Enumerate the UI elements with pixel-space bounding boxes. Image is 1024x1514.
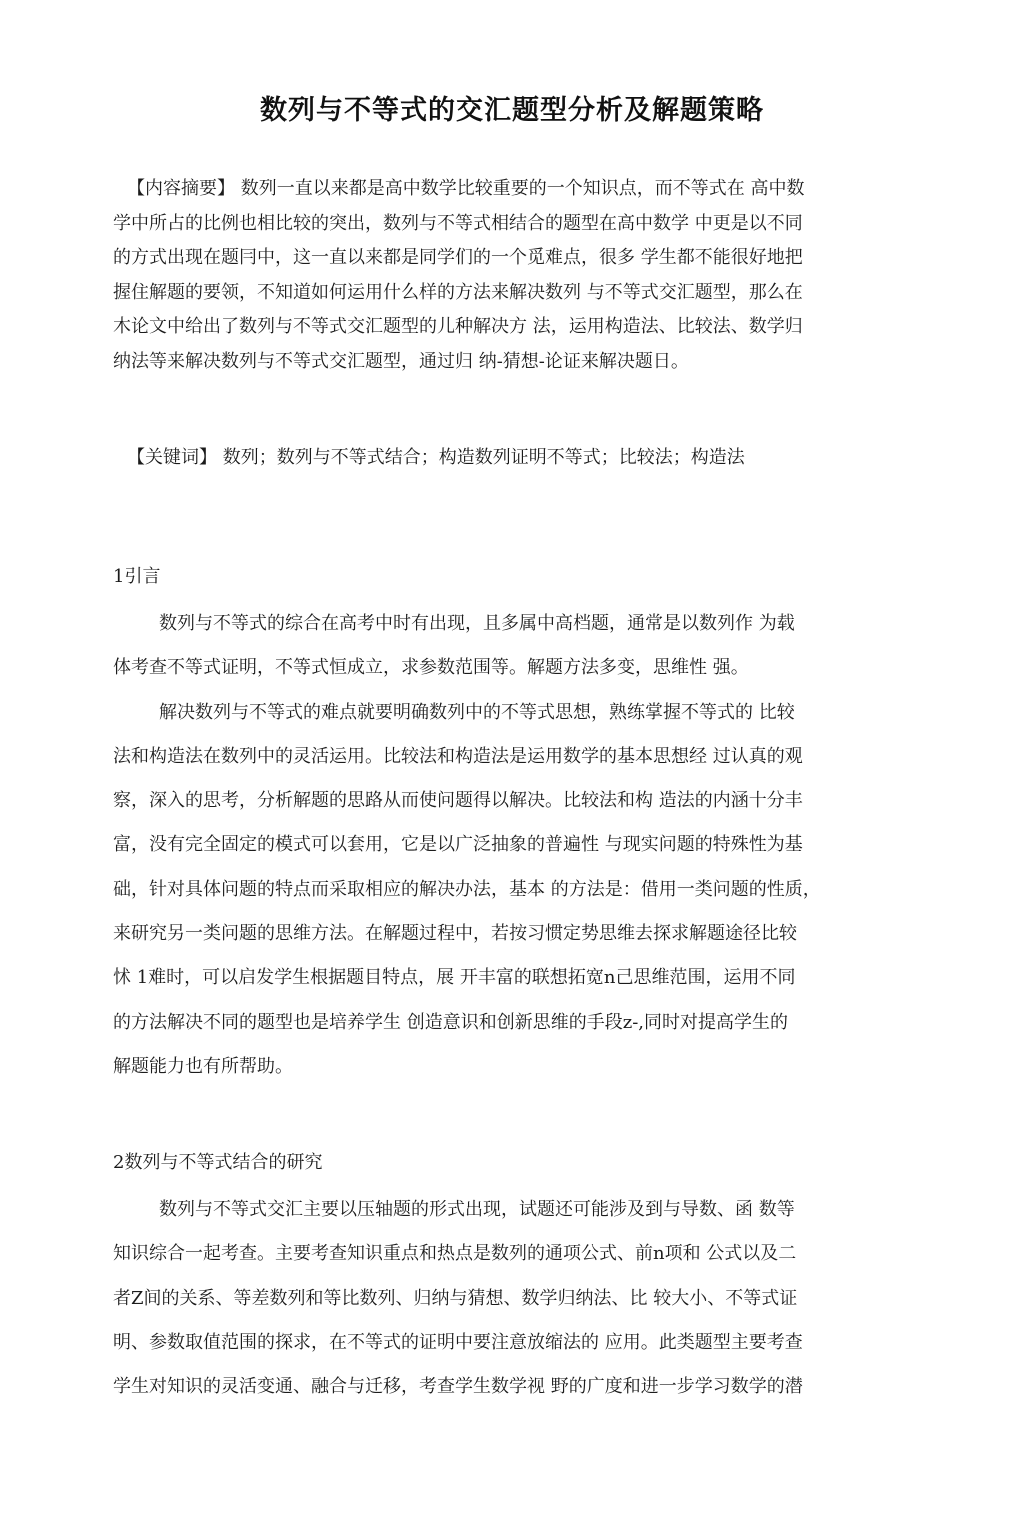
body-line: 知识综合一起考查。主要考查知识重点和热点是数列的通项公式、前n项和 公式以及二	[113, 1243, 797, 1265]
section-heading-introduction: 1引言	[113, 566, 161, 587]
body-line: 体考查不等式证明，不等式恒成立，求参数范围等。解题方法多变，思维性 强。	[113, 657, 749, 679]
abstract-line: 【内容摘要】 数列一直以来都是高中数学比较重要的一个知识点，而不等式在 高中数	[127, 178, 805, 199]
section-1-body	[113, 602, 913, 1089]
abstract-line: 的方式出现在题冃中，这一直以来都是同学们的一个觅难点，很多 学生都不能很好地把	[113, 247, 803, 269]
abstract-line: 学中所占的比例也相比较的突出，数列与不等式相结合的题型在高中数学 中更是以不同	[113, 212, 803, 234]
body-line: 数列与不等式的综合在高考中时有出现，且多属中高档题，通常是以数列作 为载	[159, 613, 795, 634]
body-line: 察，深入的思考，分析解题的思路从而使问题得以解决。比较法和构 造法的内涵十分丰	[113, 790, 803, 812]
body-line: 学生对知识的灵活变通、融合与迁移，考查学生数学视 野的广度和进一步学习数学的潜	[113, 1376, 803, 1398]
abstract-line: 纳法等来解决数列与不等式交汇题型，通过归 纳-猜想-论证来解决题日。	[113, 350, 689, 372]
body-line: 解决数列与不等式的难点就要明确数列中的不等式思想，熟练掌握不等式的 比较	[159, 701, 795, 723]
abstract-line: 木论文中给出了数列与不等式交汇题型的儿种解决方 法，运用构造法、比较法、数学归	[113, 316, 803, 338]
body-line: 者Z间的关系、等差数列和等比数列、归纳与猜想、数学归纳法、比 较大小、不等式证	[113, 1287, 798, 1309]
section-2-body	[113, 1188, 913, 1409]
body-line: 法和构造法在数列中的灵活运用。比较法和构造法是运用数学的基本思想经 过认真的观	[113, 745, 803, 767]
body-line: 的方法解决不同的题型也是培养学生 创造意识和创新思维的手段z-,同时对提高学生的	[113, 1011, 789, 1033]
page-title: 数列与不等式的交汇题型分析及解题策略	[260, 95, 764, 126]
body-line: 解题能力也有所帮助。	[113, 1055, 293, 1077]
section-heading-research: 2数列与不等式结合的研究	[113, 1152, 323, 1173]
keywords-line: 【关键词】 数列；数列与不等式结合；构造数列证明不等式；比较法；构造法	[127, 447, 745, 468]
body-line: 明、参数取值范围的探求，在不等式的证明中要注意放缩法的 应用。此类题型主要考查	[113, 1331, 803, 1353]
body-line: 来研究另一类问题的思维方法。在解题过程中，若按习惯定势思维去探求解题途径比较	[113, 923, 797, 945]
abstract-paragraph	[113, 172, 913, 380]
body-line: 数列与不等式交汇主要以压轴题的形式出现，试题还可能涉及到与导数、函 数等	[159, 1199, 795, 1220]
body-line: 怵 1难时，可以启发学生根据题目特点，展 开丰富的联想拓宽n己思维范围，运用不同	[113, 967, 796, 989]
body-line: 础，针对具体问题的特点而采取相应的解决办法，基本 的方法是：借用一类问题的性质，	[113, 878, 821, 900]
body-line: 富，没有完全固定的模式可以套用，它是以广泛抽象的普遍性 与现实问题的特殊性为基	[113, 834, 803, 856]
abstract-line: 握住解题的要领，不知道如何运用什么样的方法来解决数列 与不等式交汇题型，那么在	[113, 281, 803, 303]
